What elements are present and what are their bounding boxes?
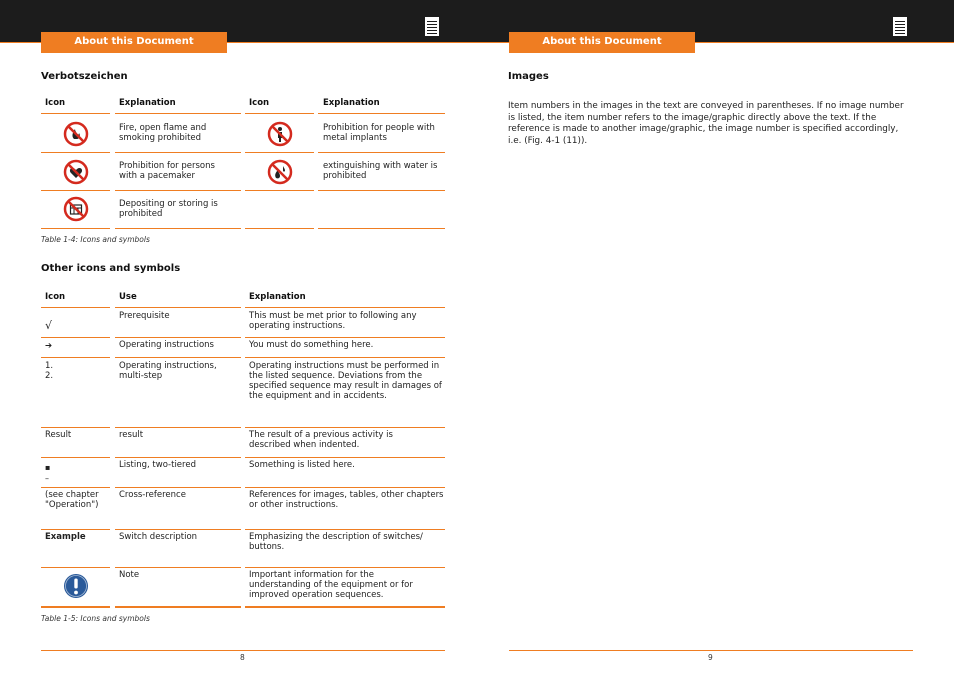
explanation-cell: Important information for the understanding of the equipment or for improved operation sequences. xyxy=(249,570,413,600)
result-label: Result xyxy=(45,430,72,440)
no-fire-icon xyxy=(63,121,89,147)
no-storage-icon xyxy=(63,196,89,222)
table-header-icon: Icon xyxy=(45,292,66,302)
use-cell: Switch description xyxy=(119,532,198,542)
no-metal-implants-icon xyxy=(267,121,293,147)
explanation-cell: References for images, tables, other chapters or other instructions. xyxy=(249,490,444,510)
explanation-cell: Prohibition for people with metal implants xyxy=(323,123,435,143)
section-tab-right: About this Document xyxy=(509,32,695,53)
table-header-explanation: Explanation xyxy=(323,98,380,108)
page-number-left: 8 xyxy=(240,653,245,662)
table-header-icon: Icon xyxy=(45,98,66,108)
document-icon xyxy=(893,17,907,36)
use-cell: result xyxy=(119,430,144,440)
heading-verbotszeichen: Verbotszeichen xyxy=(41,71,128,82)
arrow-right-icon: ➔ xyxy=(45,341,53,351)
use-cell: Operating instructions xyxy=(119,340,214,350)
use-cell: Cross-reference xyxy=(119,490,186,500)
use-cell: Listing, two-tiered xyxy=(119,460,196,470)
table-header-explanation: Explanation xyxy=(119,98,176,108)
heading-images: Images xyxy=(508,71,549,82)
explanation-cell: Prohibition for persons with a pacemaker xyxy=(119,161,215,181)
table-header-icon: Icon xyxy=(249,98,270,108)
explanation-cell: Emphasizing the description of switches/ buttons. xyxy=(249,532,423,552)
explanation-cell: Something is listed here. xyxy=(249,460,355,470)
heading-other-icons: Other icons and symbols xyxy=(41,263,181,274)
check-icon: √ xyxy=(45,319,53,332)
page-number-right: 9 xyxy=(708,653,713,662)
bullet-list-icon: ▪ – xyxy=(45,463,51,483)
switch-example-label: Example xyxy=(45,532,86,542)
footer-rule-left xyxy=(41,650,445,651)
table-caption: Table 1-5: Icons and symbols xyxy=(41,614,150,623)
no-pacemaker-icon xyxy=(63,159,89,185)
explanation-cell: This must be met prior to following any operating instructions. xyxy=(249,311,417,331)
explanation-cell: The result of a previous activity is described when indented. xyxy=(249,430,393,450)
section-tab-left: About this Document xyxy=(41,32,227,53)
table-caption: Table 1-4: Icons and symbols xyxy=(41,235,150,244)
cross-reference-example: (see chapter "Operation") xyxy=(45,490,99,510)
no-water-extinguishing-icon xyxy=(267,159,293,185)
explanation-cell: You must do something here. xyxy=(249,340,374,350)
images-paragraph: Item numbers in the images in the text are conveyed in parentheses. If no image number is listed, the item number refers to the image/graphic directly above the text. If the reference is made to another image/graphic, the image number is specified accordingly, i.e. (Fig. 4-1 (11)). xyxy=(508,101,904,146)
use-cell: Prerequisite xyxy=(119,311,170,321)
explanation-cell: Fire, open flame and smoking prohibited xyxy=(119,123,207,143)
use-cell: Operating instructions, multi-step xyxy=(119,361,217,381)
explanation-cell: Depositing or storing is prohibited xyxy=(119,199,218,219)
use-cell: Note xyxy=(119,570,140,580)
document-icon xyxy=(425,17,439,36)
numbered-steps-icon: 1. 2. xyxy=(45,361,54,381)
footer-rule-right xyxy=(509,650,913,651)
note-exclamation-icon xyxy=(63,573,89,599)
explanation-cell: Operating instructions must be performed in the listed sequence. Deviations from the specified sequence may result in damages of the equipment and in accidents. xyxy=(249,361,442,401)
explanation-cell: extinguishing with water is prohibited xyxy=(323,161,438,181)
table-header-explanation: Explanation xyxy=(249,292,306,302)
table-header-use: Use xyxy=(119,292,137,302)
